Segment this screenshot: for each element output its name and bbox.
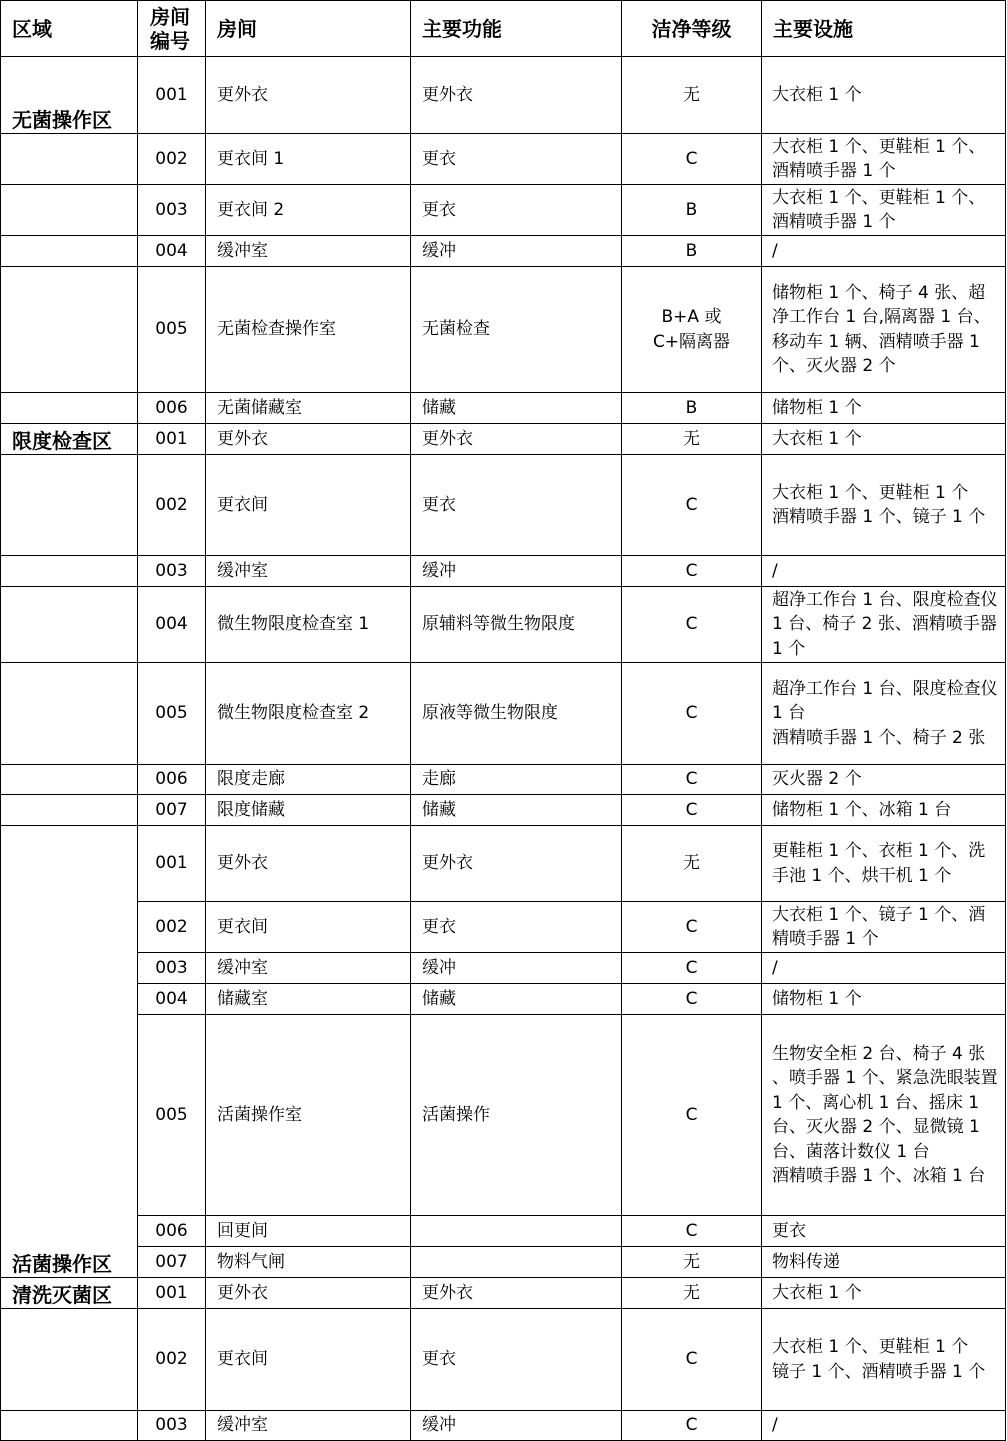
table-row xyxy=(1,393,1006,424)
equipment-cell: 超净工作台 1 台、限度检查仪 1 台、椅子 2 张、酒精喷手器 1 个 xyxy=(762,587,1006,663)
zone-cell xyxy=(1,765,138,795)
equipment-cell: 大衣柜 1 个、更鞋柜 1 个 酒精喷手器 1 个、镜子 1 个 xyxy=(762,455,1006,556)
clean-grade-cell: C xyxy=(622,1216,762,1247)
table-row xyxy=(1,556,1006,587)
room-code-cell: 005 xyxy=(138,663,206,765)
room-code-cell: 006 xyxy=(138,765,206,795)
zone-cell xyxy=(1,663,138,765)
equipment-cell: 储物柜 1 个 xyxy=(762,393,1006,424)
zone-cell xyxy=(1,587,138,663)
room-name-cell: 更衣间 xyxy=(206,455,411,556)
zone-cell: 无菌操作区 xyxy=(1,57,138,134)
room-name-cell: 微生物限度检查室 1 xyxy=(206,587,411,663)
room-code-cell: 002 xyxy=(138,902,206,953)
room-name-cell: 更外衣 xyxy=(206,1278,411,1309)
table-row xyxy=(1,984,1006,1015)
room-name-cell: 限度储藏 xyxy=(206,795,411,826)
room-name-cell: 更衣间 xyxy=(206,1309,411,1411)
room-code-cell: 006 xyxy=(138,393,206,424)
room-code-cell: 003 xyxy=(138,185,206,236)
clean-grade-cell: C xyxy=(622,984,762,1015)
header-room-code-line2: 编号 xyxy=(150,28,190,53)
header-room-code-line1: 房间 xyxy=(150,4,190,29)
clean-grade-cell: C xyxy=(622,556,762,587)
equipment-cell: / xyxy=(762,953,1006,984)
table-row xyxy=(1,236,1006,267)
room-name-cell: 缓冲室 xyxy=(206,556,411,587)
function-cell: 更衣 xyxy=(411,185,622,236)
equipment-cell: 大衣柜 1 个 xyxy=(762,424,1006,455)
zone-cell xyxy=(1,267,138,393)
table-row xyxy=(1,57,1006,134)
equipment-cell: 大衣柜 1 个、镜子 1 个、酒精喷手器 1 个 xyxy=(762,902,1006,953)
equipment-cell: 超净工作台 1 台、限度检查仪 1 台 酒精喷手器 1 个、椅子 2 张 xyxy=(762,663,1006,765)
clean-grade-cell: C xyxy=(622,663,762,765)
table-row xyxy=(1,1015,1006,1216)
room-name-cell: 更外衣 xyxy=(206,424,411,455)
header-room-code xyxy=(138,1,206,57)
equipment-cell: / xyxy=(762,1411,1006,1441)
function-cell: 储藏 xyxy=(411,795,622,826)
equipment-cell: 大衣柜 1 个、更鞋柜 1 个 镜子 1 个、酒精喷手器 1 个 xyxy=(762,1309,1006,1411)
zone-cell xyxy=(1,556,138,587)
function-cell: 更外衣 xyxy=(411,826,622,902)
room-name-cell: 储藏室 xyxy=(206,984,411,1015)
function-cell: 储藏 xyxy=(411,393,622,424)
clean-grade-cell: B xyxy=(622,185,762,236)
room-code-cell: 003 xyxy=(138,1411,206,1441)
table-row xyxy=(1,1247,1006,1278)
function-cell: 更外衣 xyxy=(411,1278,622,1309)
clean-grade-cell: C xyxy=(622,795,762,826)
equipment-cell: 储物柜 1 个、冰箱 1 台 xyxy=(762,795,1006,826)
room-code-cell: 001 xyxy=(138,1278,206,1309)
header-grade: 洁净等级 xyxy=(622,1,762,57)
room-name-cell: 更外衣 xyxy=(206,57,411,134)
equipment-cell: / xyxy=(762,556,1006,587)
function-cell: 更外衣 xyxy=(411,57,622,134)
room-code-cell: 007 xyxy=(138,795,206,826)
room-code-cell: 001 xyxy=(138,424,206,455)
clean-grade-cell: C xyxy=(622,765,762,795)
zone-cell xyxy=(1,236,138,267)
room-name-cell: 缓冲室 xyxy=(206,236,411,267)
function-cell: 缓冲 xyxy=(411,1411,622,1441)
room-name-cell: 活菌操作室 xyxy=(206,1015,411,1216)
room-code-cell: 002 xyxy=(138,1309,206,1411)
table-row xyxy=(1,134,1006,185)
function-cell: 缓冲 xyxy=(411,236,622,267)
equipment-cell: 更衣 xyxy=(762,1216,1006,1247)
header-equipment: 主要设施 xyxy=(762,1,1006,57)
header-row xyxy=(1,1,1006,57)
function-cell: 储藏 xyxy=(411,984,622,1015)
room-code-cell: 001 xyxy=(138,57,206,134)
clean-grade-cell: C xyxy=(622,587,762,663)
function-cell: 更衣 xyxy=(411,902,622,953)
clean-grade-cell: B xyxy=(622,393,762,424)
table-row xyxy=(1,1278,1006,1309)
function-cell: 原液等微生物限度 xyxy=(411,663,622,765)
table-row xyxy=(1,1411,1006,1441)
function-cell: 活菌操作 xyxy=(411,1015,622,1216)
room-name-cell: 缓冲室 xyxy=(206,1411,411,1441)
table-body xyxy=(1,57,1006,1441)
function-cell: 走廊 xyxy=(411,765,622,795)
room-code-cell: 003 xyxy=(138,953,206,984)
room-name-cell: 限度走廊 xyxy=(206,765,411,795)
room-name-cell: 无菌储藏室 xyxy=(206,393,411,424)
equipment-cell: 大衣柜 1 个、更鞋柜 1 个、酒精喷手器 1 个 xyxy=(762,134,1006,185)
zone-cell: 限度检查区 xyxy=(1,424,138,455)
equipment-cell: 大衣柜 1 个 xyxy=(762,57,1006,134)
table-row xyxy=(1,1309,1006,1411)
clean-grade-cell: C xyxy=(622,1309,762,1411)
function-cell: 更衣 xyxy=(411,455,622,556)
room-name-cell: 更衣间 2 xyxy=(206,185,411,236)
clean-grade-cell: C xyxy=(622,953,762,984)
zone-cell xyxy=(1,134,138,185)
function-cell: 缓冲 xyxy=(411,556,622,587)
table-row xyxy=(1,455,1006,556)
clean-grade-cell: B+A 或 C+隔离器 xyxy=(622,267,762,393)
room-code-cell: 005 xyxy=(138,267,206,393)
room-name-cell: 物料气闸 xyxy=(206,1247,411,1278)
table-row xyxy=(1,185,1006,236)
zone-cell xyxy=(1,393,138,424)
equipment-cell: 更鞋柜 1 个、衣柜 1 个、洗手池 1 个、烘干机 1 个 xyxy=(762,826,1006,902)
table-row xyxy=(1,424,1006,455)
equipment-cell: / xyxy=(762,236,1006,267)
room-code-cell: 003 xyxy=(138,556,206,587)
clean-grade-cell: 无 xyxy=(622,57,762,134)
zone-cell xyxy=(1,185,138,236)
header-zone: 区域 xyxy=(1,1,138,57)
table-row xyxy=(1,953,1006,984)
clean-grade-cell: 无 xyxy=(622,424,762,455)
clean-grade-cell: 无 xyxy=(622,1247,762,1278)
clean-grade-cell: B xyxy=(622,236,762,267)
function-cell: 更衣 xyxy=(411,1309,622,1411)
zone-cell: 清洗灭菌区 xyxy=(1,1278,138,1309)
function-cell: 原辅料等微生物限度 xyxy=(411,587,622,663)
zone-cell xyxy=(1,1411,138,1441)
table-row xyxy=(1,587,1006,663)
function-cell: 缓冲 xyxy=(411,953,622,984)
room-name-cell: 微生物限度检查室 2 xyxy=(206,663,411,765)
zone-cell xyxy=(1,455,138,556)
clean-grade-cell: C xyxy=(622,1015,762,1216)
function-cell xyxy=(411,1247,622,1278)
room-name-cell: 更衣间 xyxy=(206,902,411,953)
room-name-cell: 更外衣 xyxy=(206,826,411,902)
room-code-cell: 002 xyxy=(138,134,206,185)
room-code-cell: 004 xyxy=(138,587,206,663)
room-name-cell: 缓冲室 xyxy=(206,953,411,984)
clean-grade-cell: C xyxy=(622,134,762,185)
room-code-cell: 007 xyxy=(138,1247,206,1278)
equipment-cell: 物料传递 xyxy=(762,1247,1006,1278)
table-row xyxy=(1,1216,1006,1247)
clean-grade-cell: 无 xyxy=(622,1278,762,1309)
function-cell: 更衣 xyxy=(411,134,622,185)
equipment-cell: 储物柜 1 个 xyxy=(762,984,1006,1015)
room-name-cell: 更衣间 1 xyxy=(206,134,411,185)
table-row xyxy=(1,267,1006,393)
function-cell: 更外衣 xyxy=(411,424,622,455)
equipment-cell: 储物柜 1 个、椅子 4 张、超净工作台 1 台,隔离器 1 台、 移动车 1 辆、酒精喷手器 1 个、灭火器 2 个 xyxy=(762,267,1006,393)
room-code-cell: 004 xyxy=(138,984,206,1015)
equipment-cell: 灭火器 2 个 xyxy=(762,765,1006,795)
table-header xyxy=(1,1,1006,57)
clean-grade-cell: 无 xyxy=(622,826,762,902)
room-code-cell: 006 xyxy=(138,1216,206,1247)
room-code-cell: 001 xyxy=(138,826,206,902)
clean-grade-cell: C xyxy=(622,902,762,953)
room-code-cell: 005 xyxy=(138,1015,206,1216)
room-code-cell: 002 xyxy=(138,455,206,556)
equipment-cell: 大衣柜 1 个 xyxy=(762,1278,1006,1309)
room-name-cell: 回更间 xyxy=(206,1216,411,1247)
room-code-cell: 004 xyxy=(138,236,206,267)
table-row xyxy=(1,826,1006,902)
header-room: 房间 xyxy=(206,1,411,57)
header-function: 主要功能 xyxy=(411,1,622,57)
function-cell: 无菌检查 xyxy=(411,267,622,393)
zone-cell xyxy=(1,1309,138,1411)
table-row xyxy=(1,795,1006,826)
table-row xyxy=(1,663,1006,765)
room-name-cell: 无菌检查操作室 xyxy=(206,267,411,393)
clean-grade-cell: C xyxy=(622,455,762,556)
clean-grade-cell: C xyxy=(622,1411,762,1441)
table-row xyxy=(1,902,1006,953)
zone-cell xyxy=(1,795,138,826)
equipment-cell: 生物安全柜 2 台、椅子 4 张 、喷手器 1 个、紧急洗眼装置 1 个、离心机 1 台、摇床 1 台、灭火器 2 个、显微镜 1 台、菌落计数仪 1 台 酒精喷手器 1 个、冰箱 1 台 xyxy=(762,1015,1006,1216)
equipment-cell: 大衣柜 1 个、更鞋柜 1 个、酒精喷手器 1 个 xyxy=(762,185,1006,236)
zone-cell: 活菌操作区 xyxy=(1,826,138,1278)
table-row xyxy=(1,765,1006,795)
function-cell xyxy=(411,1216,622,1247)
